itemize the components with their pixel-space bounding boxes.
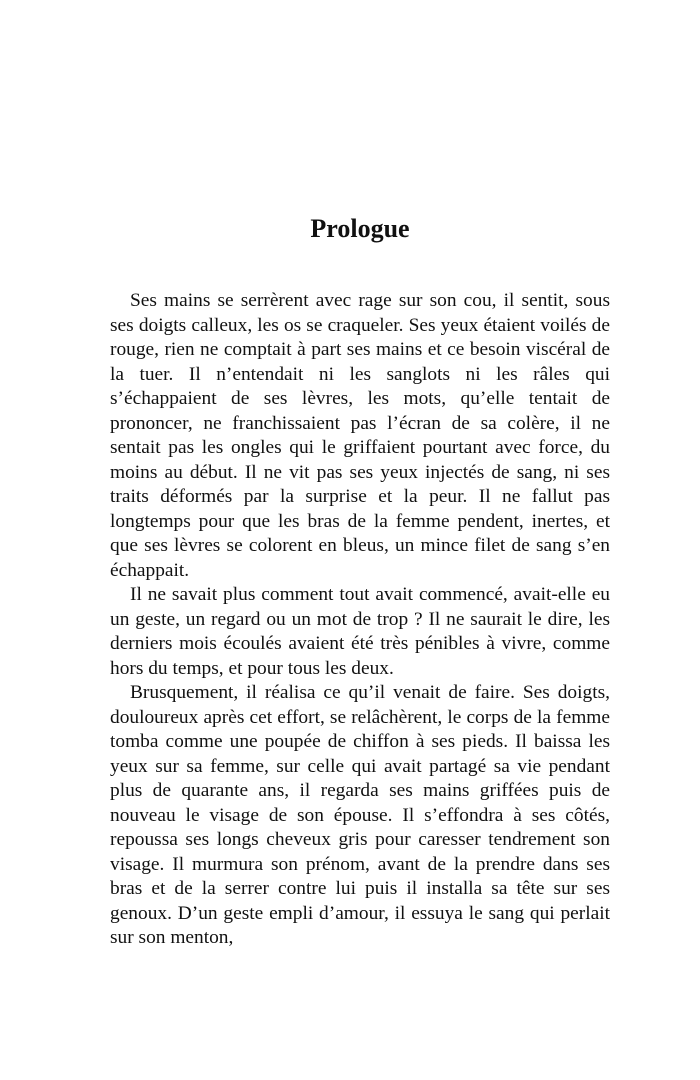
chapter-body	[110, 289, 610, 951]
paragraph-2: Il ne savait plus comment tout avait commencé, avait-elle eu un geste, un regard ou un mot de trop ? Il ne saurait le dire, les derniers mois écoulés avaient été très pénibles à vivre, comme hors du temps, et pour tous les deux.	[110, 584, 610, 679]
chapter-title: Prologue	[310, 214, 410, 243]
paragraph-1: Ses mains se serrèrent avec rage sur son cou, il sentit, sous ses doigts calleux, les os se craqueler. Ses yeux étaient voilés de rouge, rien ne comptait à part ses mains et ce besoin viscéral de la tuer. Il n’entendait ni les sanglots ni les râles qui s’échappaient de ses lèvres, les mots, qu’elle tentait de prononcer, ne franchissaient pas l’écran de sa colère, il ne sentait pas les ongles qui le griffaient pourtant avec force, du moins au début. Il ne vit pas ses yeux injectés de sang, ni ses traits déformés par la surprise et la peur. Il ne fallut pas longtemps pour que les bras de la femme pendent, inertes, et que ses lèvres se colorent en bleus, un mince filet de sang s’en échappait.	[110, 290, 610, 581]
paragraph-3: Brusquement, il réalisa ce qu’il venait de faire. Ses doigts, douloureux après cet effort, se relâchèrent, le corps de la femme tomba comme une poupée de chiffon à ses pieds. Il baissa les yeux sur sa femme, sur celle qui avait partagé sa vie pendant plus de quarante ans, il regarda ses mains griffées puis de nouveau le visage de son épouse. Il s’effondra à ses côtés, repoussa ses longs cheveux gris pour caresser tendrement son visage. Il murmura son prénom, avant de la prendre dans ses bras et de la serrer contre lui puis il installa sa tête sur ses genoux. D’un geste empli d’amour, il essuya le sang qui perlait sur son menton,	[110, 682, 610, 948]
